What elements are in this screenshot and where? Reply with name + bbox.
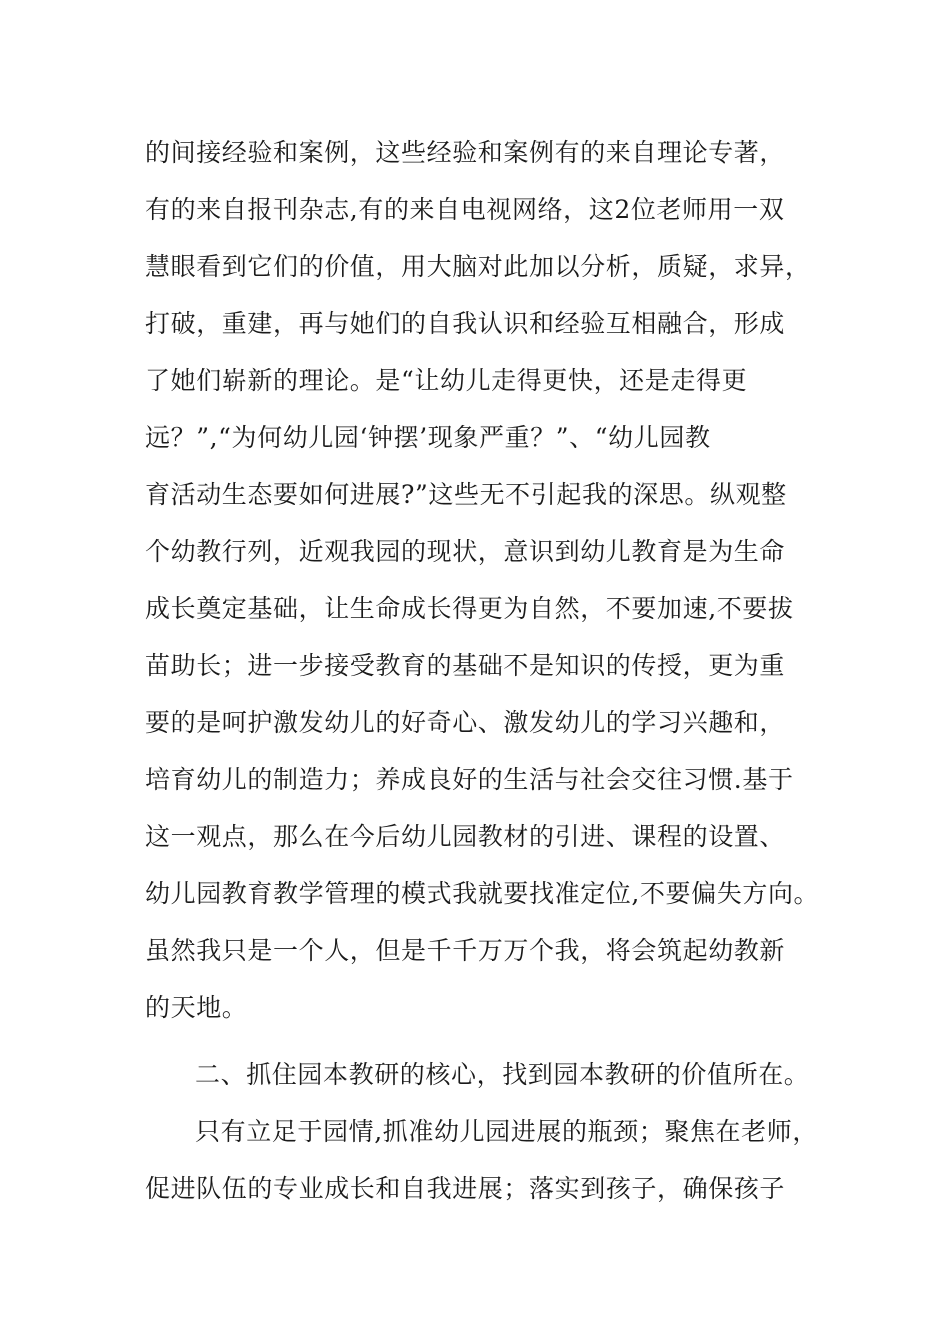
- text-line: 苗助长；进一步接受教育的基础不是知识的传授，更为重: [145, 651, 786, 680]
- text-line: 育活动生态要如何进展?”这些无不引起我的深思。纵观整: [145, 480, 787, 509]
- section-heading: 二、抓住园本教研的核心，找到园本教研的价值所在。: [195, 1060, 810, 1089]
- document-body: [145, 124, 835, 1217]
- text-line: 有的来自报刊杂志,有的来自电视网络，这2位老师用一双: [145, 195, 785, 224]
- text-line: 慧眼看到它们的价值，用大脑对此加以分析，质疑，求异，: [145, 252, 811, 281]
- text-line: 幼儿园教育教学管理的模式我就要找准定位,不要偏失方向。: [145, 879, 820, 908]
- text-line: 要的是呵护激发幼儿的好奇心、激发幼儿的学习兴趣和，: [145, 708, 786, 737]
- text-line: 只有立足于园情,抓准幼儿园进展的瓶颈；聚焦在老师，: [195, 1117, 818, 1146]
- text-line: 虽然我只是一个人，但是千千万万个我，将会筑起幼教新: [145, 936, 786, 965]
- text-line: 的天地。: [145, 993, 248, 1022]
- text-line: 成长奠定基础，让生命成长得更为自然，不要加速,不要拔: [145, 594, 794, 623]
- paragraph-gap: [145, 1036, 835, 1046]
- text-line: 远？”,“为何幼儿园‘钟摆’现象严重？”、“幼儿园教: [145, 423, 711, 452]
- text-line: 个幼教行列，近观我园的现状，意识到幼儿教育是为生命: [145, 537, 786, 566]
- text-line: 促进队伍的专业成长和自我进展；落实到孩子，确保孩子: [145, 1174, 786, 1203]
- text-line: 这一观点，那么在今后幼儿园教材的引进、课程的设置、: [145, 822, 786, 851]
- text-line: 的间接经验和案例，这些经验和案例有的来自理论专著，: [145, 138, 786, 167]
- text-line: 了她们崭新的理论。是“让幼儿走得更快，还是走得更: [145, 366, 748, 395]
- text-line: 培育幼儿的制造力；养成良好的生活与社会交往习惯.基于: [145, 765, 794, 794]
- text-line: 打破，重建，再与她们的自我认识和经验互相融合，形成: [145, 309, 786, 338]
